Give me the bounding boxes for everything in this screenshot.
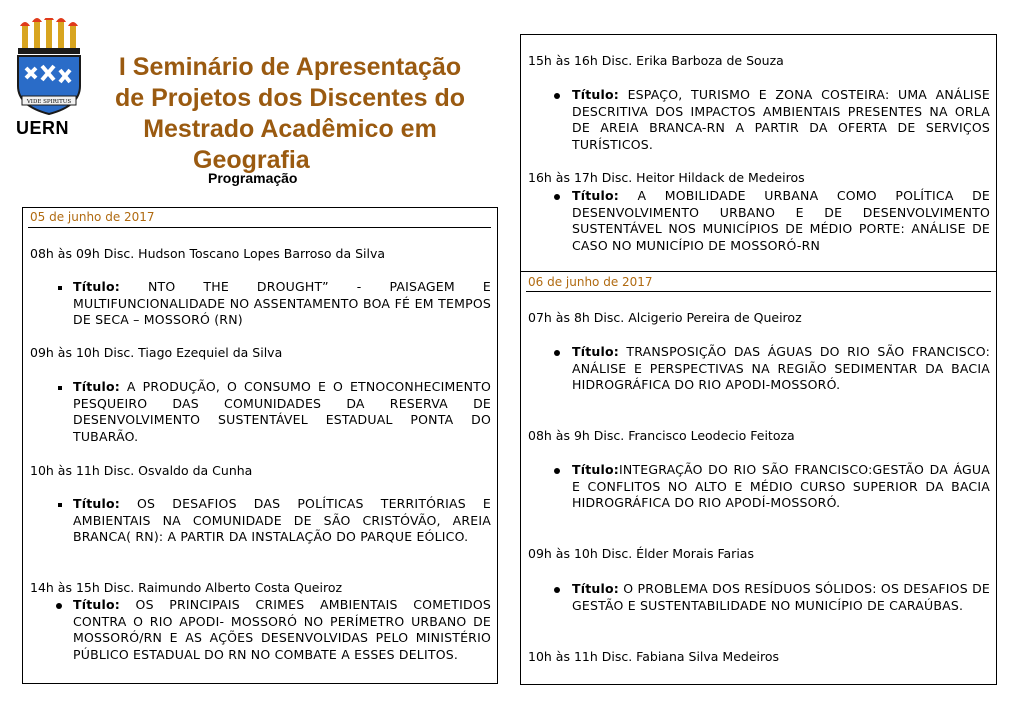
bullet-icon <box>554 587 560 593</box>
title-line: Mestrado Acadêmico em <box>143 115 437 143</box>
session-entry <box>572 344 990 394</box>
title-line: de Projetos dos Discentes do <box>114 84 466 112</box>
session-title: OS DESAFIOS DAS POLÍTICAS TERRITÓRIAS E AMBIENTAIS NA COMUNIDADE DE SÃO CRISTÓVÃO, AREIA BRANCA( RN): A PARTIR DA INSTALAÇÃO DO PARQUE EÓLICO. <box>73 496 491 545</box>
session-time: 16h às 17h Disc. Heitor Hildack de Medeiros <box>528 170 805 185</box>
day2-date: 06 de junho de 2017 <box>528 275 653 289</box>
bullet-icon <box>554 194 560 200</box>
page-subtitle: Programação <box>208 170 298 186</box>
session-entry <box>73 279 491 329</box>
title-label: Título: <box>572 462 619 477</box>
logo-caption: UERN <box>16 118 70 138</box>
session-time: 15h às 16h Disc. Erika Barboza de Souza <box>528 53 784 68</box>
session-time: 10h às 11h Disc. Osvaldo da Cunha <box>30 463 253 478</box>
title-label: Título: <box>572 87 619 102</box>
bullet-icon <box>58 386 62 390</box>
date-divider <box>28 227 491 228</box>
title-label: Título: <box>73 496 120 511</box>
session-entry <box>572 87 990 153</box>
title-line: Geografia <box>193 146 310 174</box>
session-title: A PRODUÇÃO, O CONSUMO E O ETNOCONHECIMENTO PESQUEIRO DAS COMUNIDADES DA RESERVA DE DESENVOLVIMENTO SUSTENTÁVEL ESTADUAL PONTA DO TUBARÃO. <box>73 379 491 444</box>
bullet-icon <box>56 603 62 609</box>
title-label: Título: <box>572 581 619 596</box>
day1-date: 05 de junho de 2017 <box>30 210 155 224</box>
session-time: 14h às 15h Disc. Raimundo Alberto Costa Queiroz <box>30 580 343 595</box>
bullet-icon <box>554 468 560 474</box>
session-entry <box>73 597 491 663</box>
bullet-icon <box>58 286 62 290</box>
session-time: 09h às 10h Disc. Élder Morais Farias <box>528 546 754 561</box>
title-line: I Seminário de Apresentação <box>118 53 462 81</box>
uern-logo <box>12 18 84 120</box>
session-time: 09h às 10h Disc. Tiago Ezequiel da Silva <box>30 345 283 360</box>
title-label: Título: <box>73 597 120 612</box>
page-title <box>90 52 490 176</box>
session-time: 10h às 11h Disc. Fabiana Silva Medeiros <box>528 649 780 664</box>
session-title: TRANSPOSIÇÃO DAS ÁGUAS DO RIO SÃO FRANCISCO: ANÁLISE E PERSPECTIVAS NA REGIÃO SEDIMENTAR DA BACIA HIDROGRÁFICA DO RIO APODI-MOSSORÓ. <box>572 344 990 393</box>
session-title: OS PRINCIPAIS CRIMES AMBIENTAIS COMETIDOS CONTRA O RIO APODI- MOSSORÓ NO PERÍMETRO URBANO DE MOSSORÓ/RN E AS AÇÕES DESENVOLVIDAS PELO MINISTÉRIO PÚBLICO ESTADUAL DO RN NO COMBATE A ESSES DELITOS. <box>73 597 491 662</box>
title-label: Título: <box>73 279 120 294</box>
bullet-icon <box>554 93 560 99</box>
torches-icon <box>18 18 80 54</box>
session-title: INTEGRAÇÃO DO RIO SÃO FRANCISCO:GESTÃO DA ÁGUA E CONFLITOS NO ALTO E MÉDIO CURSO SUPERIOR DA BACIA HIDROGRÁFICA DO RIO APODÍ-MOSSORÓ. <box>572 462 990 511</box>
bullet-icon <box>58 503 62 507</box>
session-title: NTO THE DROUGHT” - PAISAGEM E MULTIFUNCIONALIDADE NO ASSENTAMENTO BOA FÉ EM TEMPOS DE SECA – MOSSORÓ (RN) <box>73 279 491 328</box>
title-label: Título: <box>572 344 619 359</box>
session-title: ESPAÇO, TURISMO E ZONA COSTEIRA: UMA ANÁLISE DESCRITIVA DOS IMPACTOS AMBIENTAIS PRESENTES NA ORLA DE AREIA BRANCA-RN A PARTIR DA OFERTA DE SERVIÇOS TURÍSTICOS. <box>572 87 990 152</box>
title-label: Título: <box>572 188 619 203</box>
session-title: O PROBLEMA DOS RESÍDUOS SÓLIDOS: OS DESAFIOS DE GESTÃO E SUSTENTABILIDADE NO MUNICÍPIO DE CARAÚBAS. <box>572 581 990 613</box>
session-title: A MOBILIDADE URBANA COMO POLÍTICA DE DESENVOLVIMENTO URBANO E DE DESENVOLVIMENTO SUSTENTÁVEL NOS MUNICÍPIOS DE MÉDIO PORTE: ANÁLISE DE CASO NO MUNICÍPIO DE MOSSORÓ-RN <box>572 188 990 253</box>
session-entry <box>572 188 990 254</box>
date-divider <box>526 291 991 292</box>
session-time: 08h às 09h Disc. Hudson Toscano Lopes Barroso da Silva <box>30 246 386 261</box>
session-entry <box>73 379 491 445</box>
logo-motto: VIDE SPIRITUS <box>26 99 72 105</box>
session-entry <box>572 581 990 614</box>
session-time: 07h às 8h Disc. Alcigerio Pereira de Queiroz <box>528 310 802 325</box>
session-entry <box>572 462 990 512</box>
session-entry <box>73 496 491 546</box>
title-label: Título: <box>73 379 120 394</box>
session-time: 08h às 9h Disc. Francisco Leodecio Feitoza <box>528 428 795 443</box>
bullet-icon <box>554 350 560 356</box>
